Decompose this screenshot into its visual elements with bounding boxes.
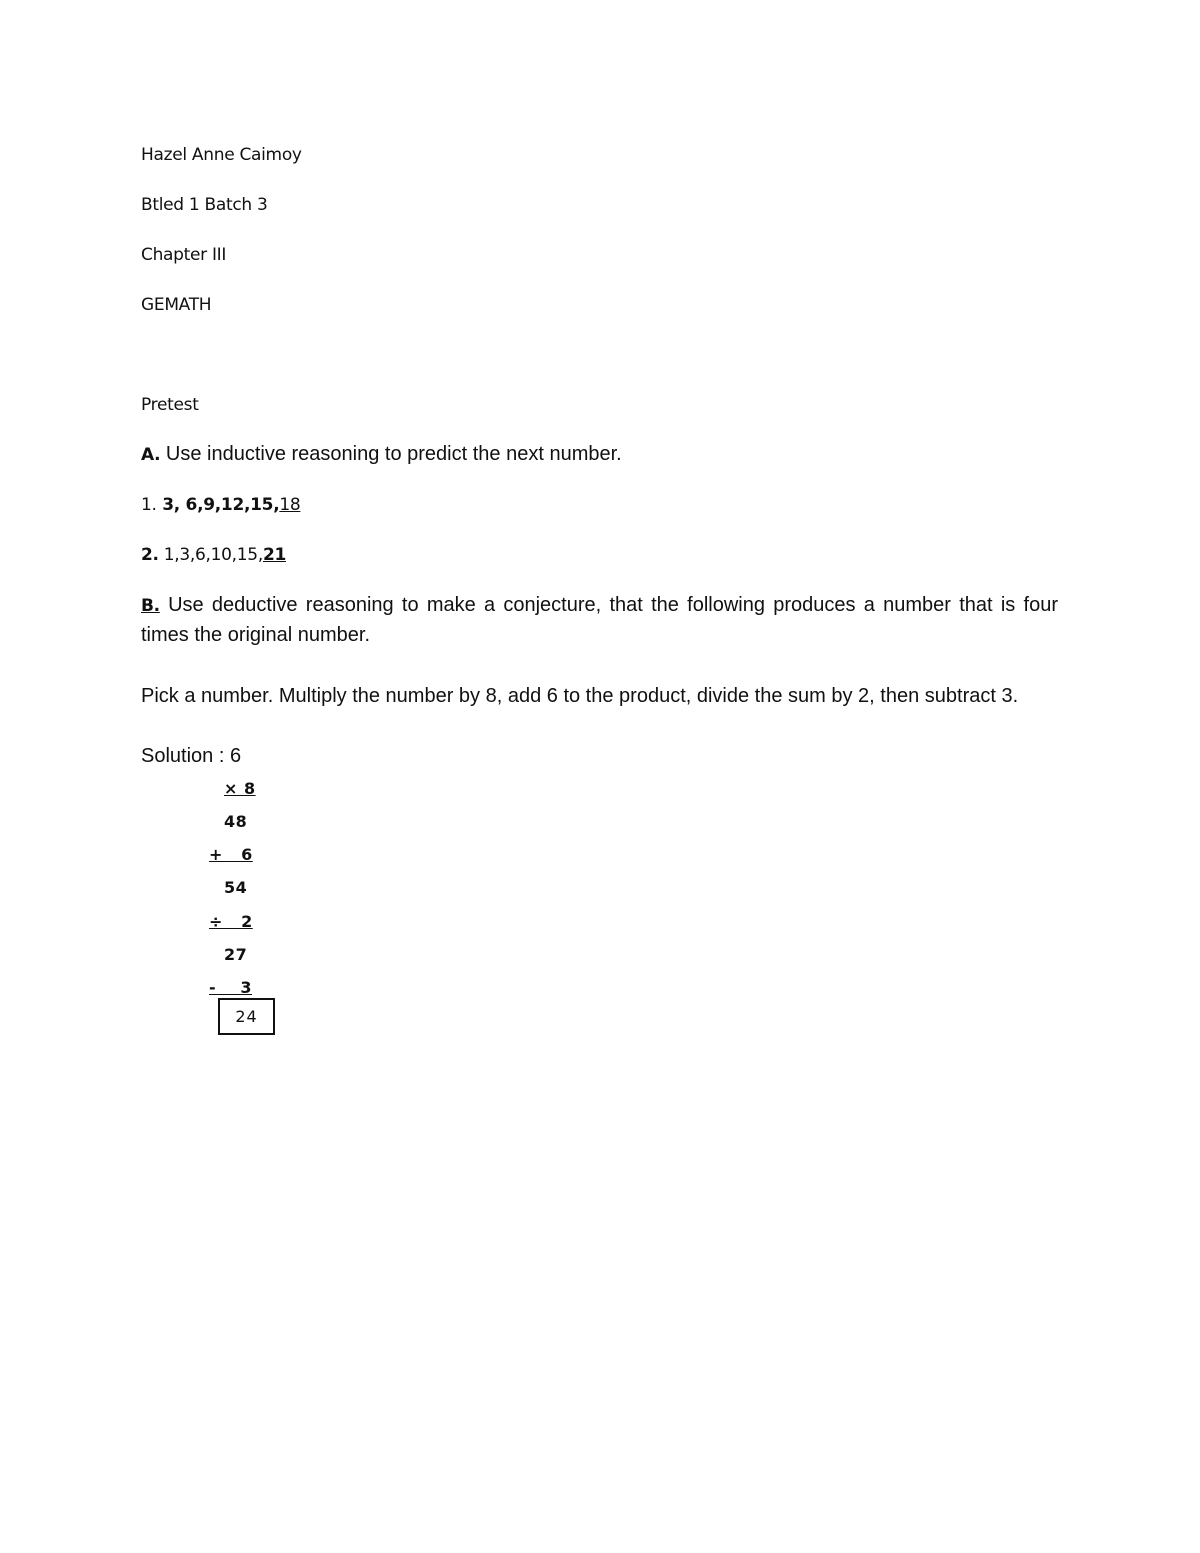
part-b-instruction <box>141 591 1058 650</box>
part-a-text: Use inductive reasoning to predict the next number. <box>160 443 622 465</box>
question-2-sequence: 1,3,6,10,15, <box>158 545 263 565</box>
step-quotient: 27 <box>224 945 248 964</box>
question-1-answer: 18 <box>279 495 301 515</box>
part-a-label: A. <box>141 445 161 465</box>
final-answer-box: 24 <box>218 998 275 1035</box>
step-divide: ÷ 2 <box>209 912 253 931</box>
question-2-answer: 21 <box>262 545 286 565</box>
step-multiply: × 8 <box>224 779 256 798</box>
class-batch: Btled 1 Batch 3 <box>141 195 268 215</box>
step-sum: 54 <box>224 878 248 897</box>
problem-statement: Pick a number. Multiply the number by 8, add 6 to the product, divide the sum by 2, then subtract 3. <box>141 685 1019 707</box>
pretest-title: Pretest <box>141 395 199 415</box>
student-name: Hazel Anne Caimoy <box>141 145 302 165</box>
step-subtract: - 3 <box>209 978 253 997</box>
question-1-sequence: 3, 6,9,12,15, <box>156 495 280 515</box>
solution-label: Solution : 6 <box>141 745 242 767</box>
question-1 <box>141 495 300 515</box>
step-add: + 6 <box>209 845 253 864</box>
step-product: 48 <box>224 812 248 831</box>
question-1-number: 1. <box>141 495 157 515</box>
part-b-label: B. <box>141 596 160 616</box>
question-2-number: 2. <box>141 545 159 565</box>
subject-label: GEMATH <box>141 295 212 315</box>
chapter-label: Chapter III <box>141 245 227 265</box>
part-a-instruction <box>141 443 622 466</box>
question-2 <box>141 545 286 565</box>
part-b-text: Use deductive reasoning to make a conjecture, that the following produces a number that is four times the original number. <box>141 594 1058 646</box>
